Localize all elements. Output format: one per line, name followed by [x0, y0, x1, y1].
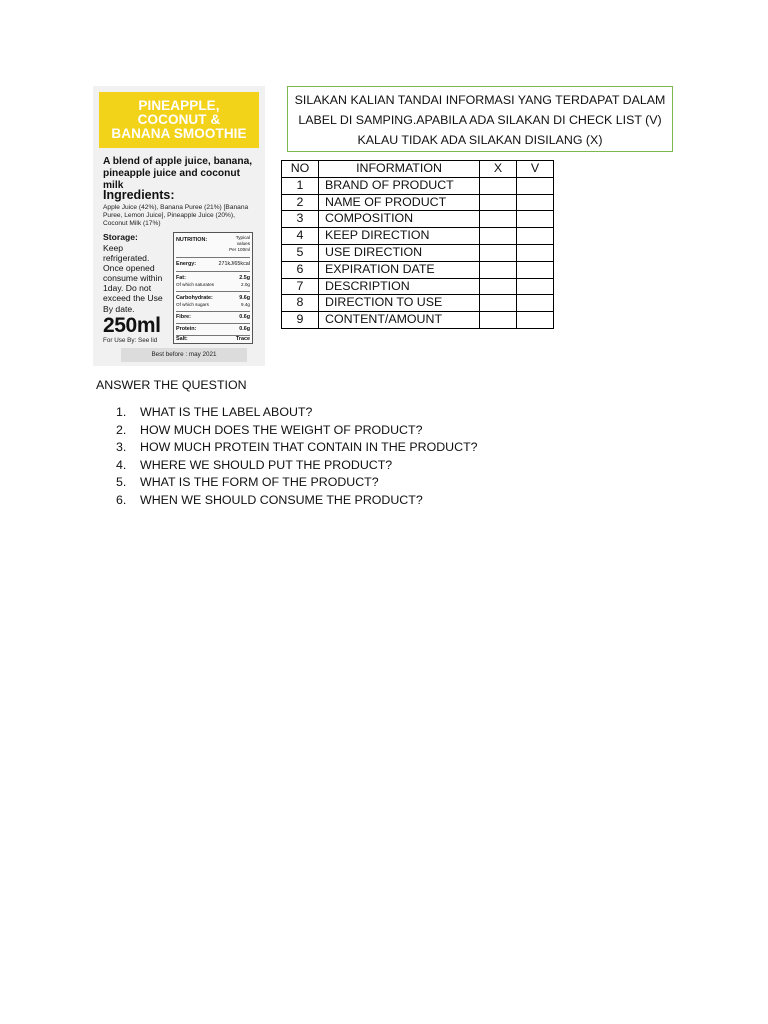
v-cell[interactable] — [517, 194, 554, 211]
x-cell[interactable] — [480, 211, 517, 228]
storage-text: Keep refrigerated. Once opened consume within 1day. Do not exceed the Use By date. — [103, 243, 163, 314]
instruction-line: KALAU TIDAK ADA SILAKAN DISILANG (X) — [357, 133, 603, 147]
row-information: COMPOSITION — [319, 211, 480, 228]
question-number: 6. — [116, 492, 127, 507]
table-row — [282, 211, 554, 228]
question-item — [96, 439, 478, 457]
row-number: 9 — [282, 312, 319, 329]
v-cell[interactable] — [517, 228, 554, 245]
instruction-line: SILAKAN KALIAN TANDAI INFORMASI YANG TERDAPAT DALAM — [294, 93, 666, 107]
row-number: 7 — [282, 278, 319, 295]
v-cell[interactable] — [517, 244, 554, 261]
nutrition-energy-label: Energy: — [176, 261, 197, 267]
v-cell[interactable] — [517, 278, 554, 295]
table-row — [282, 177, 554, 194]
row-number: 1 — [282, 177, 319, 194]
question-item — [96, 457, 478, 475]
storage-heading: Storage: — [103, 232, 138, 242]
question-text: HOW MUCH PROTEIN THAT CONTAIN IN THE PRODUCT? — [140, 440, 478, 455]
question-number: 3. — [116, 440, 127, 455]
header-no: NO — [282, 161, 319, 178]
nutrition-saturates-value: 2.0g — [241, 282, 250, 287]
v-cell[interactable] — [517, 177, 554, 194]
x-cell[interactable] — [480, 295, 517, 312]
table-row — [282, 295, 554, 312]
row-number: 3 — [282, 211, 319, 228]
product-title-line: BANANA SMOOTHIE — [111, 126, 247, 141]
x-cell[interactable] — [480, 177, 517, 194]
question-text: WHEN WE SHOULD CONSUME THE PRODUCT? — [140, 492, 423, 507]
nutrition-protein-label: Protein: — [176, 326, 197, 332]
nutrition-fat-label: Fat: — [176, 275, 186, 281]
nutrition-heading: NUTRITION: — [176, 237, 208, 243]
row-information: NAME OF PRODUCT — [319, 194, 480, 211]
question-item — [96, 492, 478, 510]
row-information: KEEP DIRECTION — [319, 228, 480, 245]
x-cell[interactable] — [480, 228, 517, 245]
answer-heading: ANSWER THE QUESTION — [96, 378, 247, 392]
question-number: 2. — [116, 422, 127, 437]
table-row — [282, 194, 554, 211]
table-row — [282, 228, 554, 245]
row-number: 4 — [282, 228, 319, 245]
question-text: HOW MUCH DOES THE WEIGHT OF PRODUCT? — [140, 422, 423, 437]
instruction-line: LABEL DI SAMPING.APABILA ADA SILAKAN DI CHECK LIST (V) — [298, 113, 662, 127]
row-number: 8 — [282, 295, 319, 312]
v-cell[interactable] — [517, 211, 554, 228]
instruction-box — [287, 86, 673, 152]
question-item — [96, 404, 478, 422]
question-text: WHAT IS THE FORM OF THE PRODUCT? — [140, 475, 379, 490]
product-volume: 250ml — [103, 314, 161, 337]
x-cell[interactable] — [480, 244, 517, 261]
x-cell[interactable] — [480, 278, 517, 295]
row-information: EXPIRATION DATE — [319, 261, 480, 278]
nutrition-carb-label: Carbohydrate: — [176, 295, 213, 301]
table-row — [282, 312, 554, 329]
product-title-line: COCONUT & — [137, 112, 221, 127]
row-information: USE DIRECTION — [319, 244, 480, 261]
question-item — [96, 422, 478, 440]
ingredients-heading: Ingredients: — [103, 188, 175, 202]
table-row — [282, 278, 554, 295]
checklist-table — [281, 160, 554, 329]
question-text: WHERE WE SHOULD PUT THE PRODUCT? — [140, 457, 393, 472]
question-text: WHAT IS THE LABEL ABOUT? — [140, 405, 313, 419]
nutrition-fibre-value: 0.6g — [239, 314, 250, 320]
nutrition-typical: values — [236, 241, 250, 246]
question-number: 1. — [116, 405, 127, 419]
nutrition-protein-value: 0.6g — [239, 326, 250, 332]
x-cell[interactable] — [480, 194, 517, 211]
ingredients-text: Apple Juice (42%), Banana Puree (21%) [Banana Puree, Lemon Juice], Pineapple Juice (20%), Coconut Milk (17%) — [103, 204, 249, 227]
row-information: CONTENT/AMOUNT — [319, 312, 480, 329]
product-title-banner — [99, 92, 259, 148]
nutrition-sugars-value: 9.4g — [241, 302, 250, 307]
nutrition-salt-label: Salt: — [176, 336, 188, 342]
row-number: 6 — [282, 261, 319, 278]
nutrition-typical: Per 100ml — [229, 247, 250, 252]
nutrition-table — [173, 232, 253, 344]
use-by-text: For Use By: See lid — [103, 337, 158, 344]
x-cell[interactable] — [480, 261, 517, 278]
nutrition-energy-value: 271kJ/65kcal — [218, 261, 250, 267]
nutrition-saturates-label: Of which saturates — [176, 282, 215, 287]
product-blend-description: A blend of apple juice, banana, pineapple juice and coconut milk — [103, 156, 253, 191]
header-x: X — [480, 161, 517, 178]
x-cell[interactable] — [480, 312, 517, 329]
nutrition-typical: Typical — [235, 235, 250, 240]
question-list — [96, 404, 478, 510]
table-row — [282, 244, 554, 261]
row-information: DESCRIPTION — [319, 278, 480, 295]
header-v: V — [517, 161, 554, 178]
question-number: 4. — [116, 457, 127, 472]
best-before-strip: Best before : may 2021 — [121, 348, 247, 362]
table-header-row — [282, 161, 554, 178]
header-information: INFORMATION — [319, 161, 480, 178]
question-item — [96, 474, 478, 492]
v-cell[interactable] — [517, 261, 554, 278]
v-cell[interactable] — [517, 312, 554, 329]
table-row — [282, 261, 554, 278]
nutrition-fat-value: 2.5g — [239, 275, 250, 281]
question-number: 5. — [116, 475, 127, 490]
v-cell[interactable] — [517, 295, 554, 312]
product-label — [93, 86, 265, 366]
nutrition-fibre-label: Fibre: — [176, 314, 191, 320]
row-number: 2 — [282, 194, 319, 211]
row-number: 5 — [282, 244, 319, 261]
nutrition-carb-value: 9.6g — [239, 295, 250, 301]
product-title-line: PINEAPPLE, — [138, 98, 220, 113]
row-information: DIRECTION TO USE — [319, 295, 480, 312]
nutrition-salt-value: Trace — [235, 336, 250, 342]
row-information: BRAND OF PRODUCT — [319, 177, 480, 194]
nutrition-sugars-label: Of which sugars — [176, 302, 209, 307]
